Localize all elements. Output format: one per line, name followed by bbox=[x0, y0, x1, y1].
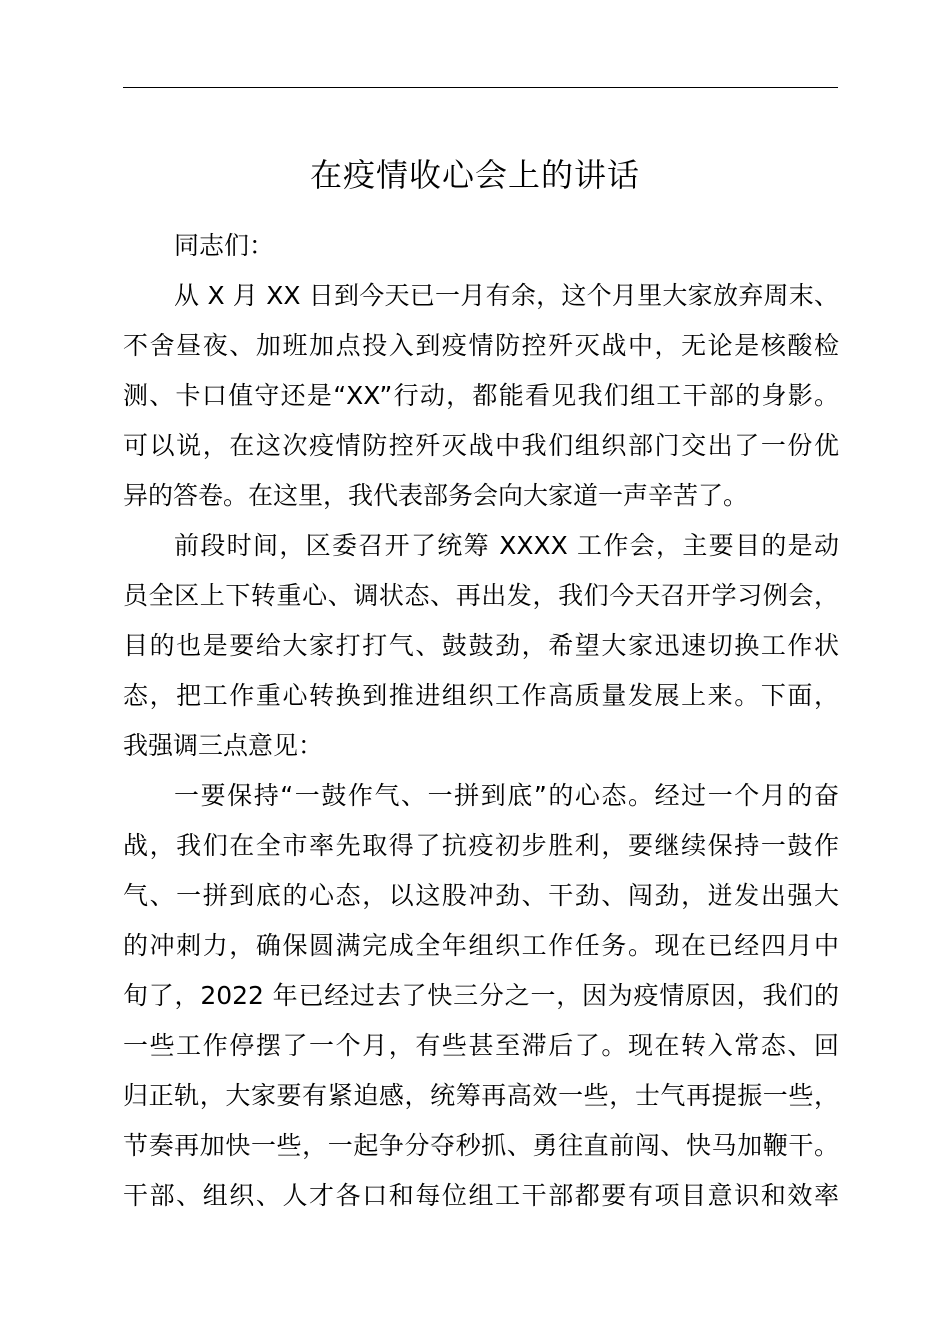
text-line: 同志们： bbox=[174, 231, 275, 260]
text-line: 战，我们在全市率先取得了抗疫初步胜利，要继续保持一鼓作 bbox=[123, 831, 839, 860]
text-line: 不舍昼夜、加班加点投入到疫情防控歼灭战中，无论是核酸检 bbox=[123, 331, 839, 360]
text-line: 从 X 月 XX 日到今天已一月有余，这个月里大家放弃周末、 bbox=[174, 281, 839, 310]
header-rule bbox=[123, 87, 838, 88]
text-line: 气、一拼到底的心态，以这股冲劲、干劲、闯劲，迸发出强大 bbox=[123, 881, 839, 910]
text-line: 可以说，在这次疫情防控歼灭战中我们组织部门交出了一份优 bbox=[123, 431, 839, 460]
speech-body bbox=[123, 221, 839, 1221]
text-line: 测、卡口值守还是“XX”行动，都能看见我们组工干部的身影。 bbox=[123, 381, 839, 410]
text-line: 一些工作停摆了一个月，有些甚至滞后了。现在转入常态、回 bbox=[123, 1031, 839, 1060]
page-title: 在疫情收心会上的讲话 bbox=[309, 156, 640, 194]
text-line: 归正轨，大家要有紧迫感，统筹再高效一些，士气再提振一些， bbox=[123, 1081, 839, 1110]
text-line: 干部、组织、人才各口和每位组工干部都要有项目意识和效率 bbox=[123, 1181, 839, 1210]
text-line: 态，把工作重心转换到推进组织工作高质量发展上来。下面， bbox=[123, 681, 839, 710]
text-line: 节奏再加快一些，一起争分夺秒抓、勇往直前闯、快马加鞭干。 bbox=[123, 1131, 839, 1160]
text-line: 我强调三点意见： bbox=[123, 731, 324, 760]
text-line: 异的答卷。在这里，我代表部务会向大家道一声辛苦了。 bbox=[123, 481, 749, 510]
text-line: 员全区上下转重心、调状态、再出发，我们今天召开学习例会， bbox=[123, 581, 839, 610]
text-line: 目的也是要给大家打打气、鼓鼓劲，希望大家迅速切换工作状 bbox=[123, 631, 839, 660]
text-line: 旬了，2022 年已经过去了快三分之一，因为疫情原因，我们的 bbox=[123, 981, 839, 1010]
text-line: 的冲刺力，确保圆满完成全年组织工作任务。现在已经四月中 bbox=[123, 931, 839, 960]
text-line: 一要保持“一鼓作气、一拼到底”的心态。经过一个月的奋 bbox=[174, 781, 839, 810]
text-line: 前段时间，区委召开了统筹 XXXX 工作会，主要目的是动 bbox=[174, 531, 839, 560]
